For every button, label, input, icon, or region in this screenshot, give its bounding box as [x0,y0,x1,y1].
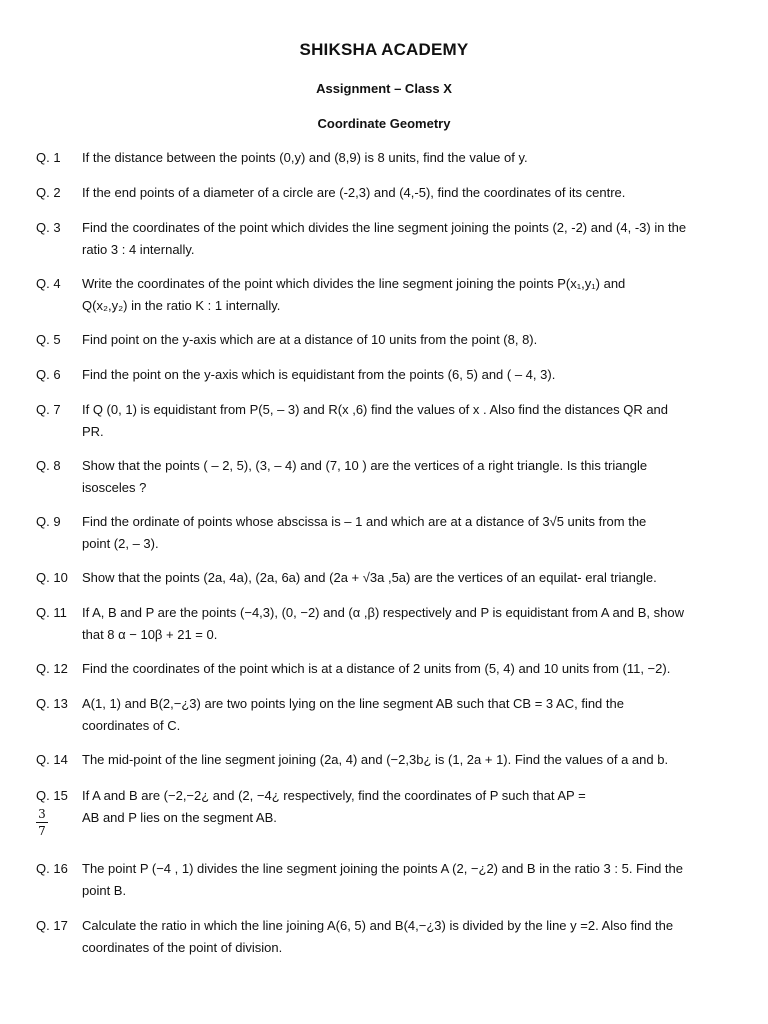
question-text: If the end points of a diameter of a circle are (-2,3) and (4,-5), find the coordinates of its centre. [82,185,626,200]
question-1 [36,147,736,169]
question-number: Q. 16 [36,861,68,876]
question-number: Q. 6 [36,367,61,382]
question-9 [36,511,736,555]
question-text: The mid-point of the line segment joining (2a, 4) and (−2,3b¿ is (1, 2a + 1). Find the values of a and b. [82,752,669,767]
page-title: SHIKSHA ACADEMY [299,40,469,59]
question-5 [36,329,736,351]
question-number: Q. 11 [36,605,67,620]
question-text: If the distance between the points (0,y) and (8,9) is 8 units, find the value of y. [82,150,528,165]
question-text: Find the ordinate of points whose abscissa is – 1 and which are at a distance of 3√5 units from the point (2, – 3). [82,514,647,551]
question-text: If Q (0, 1) is equidistant from P(5, – 3) and R(x ,6) find the values of x . Also find the distances QR and PR. [82,402,669,439]
question-text: If A and B are (−2,−2¿ and (2, −4¿ respectively, find the coordinates of P such that AP = AB and P lies on the segment AB. [82,788,586,825]
question-number: Q. 10 [36,570,68,585]
question-number: Q. 7 [36,402,61,417]
question-text: Find the point on the y-axis which is equidistant from the points (6, 5) and ( – 4, 3). [82,367,556,382]
question-17 [36,915,736,959]
question-12 [36,658,736,680]
question-11 [36,602,736,646]
fraction-numerator: 3 [38,807,46,821]
question-number: Q. 13 [36,696,68,711]
question-text: Calculate the ratio in which the line joining A(6, 5) and B(4,−¿3) is divided by the line y =2. Also find the coordinates of the point of division. [82,918,674,955]
question-number: Q. 4 [36,276,61,291]
fraction-denominator: 7 [38,824,46,838]
question-16 [36,858,736,902]
question-8 [36,455,736,499]
question-number: Q. 17 [36,918,68,933]
question-15 [36,785,736,838]
question-number: Q. 9 [36,514,61,529]
question-number: Q. 14 [36,752,68,767]
question-text: The point P (−4 , 1) divides the line segment joining the points A (2, −¿2) and B in the ratio 3 : 5. Find the point B. [82,861,684,898]
question-14 [36,749,736,771]
question-text: If A, B and P are the points (−4,3), (0, −2) and (α ,β) respectively and P is equidistant from A and B, show that 8 α − 10β + 21 = 0. [82,605,685,642]
question-text: Find the coordinates of the point which divides the line segment joining the points (2, -2) and (4, -3) in the ratio 3 : 4 internally. [82,220,687,257]
fraction-bar [36,822,48,823]
question-number: Q. 12 [36,661,68,676]
question-6 [36,364,736,386]
fraction-three-sevenths [36,807,48,838]
question-text: Show that the points ( – 2, 5), (3, – 4) and (7, 10 ) are the vertices of a right triangle. Is this triangle isosceles ? [82,458,648,495]
question-number: Q. 3 [36,220,61,235]
question-text: Show that the points (2a, 4a), (2a, 6a) and (2a + √3a ,5a) are the vertices of an equilat- eral triangle. [82,570,657,585]
question-13 [36,693,736,737]
question-number: Q. 1 [36,150,61,165]
question-text: Find the coordinates of the point which is at a distance of 2 units from (5, 4) and 10 units from (11, −2). [82,661,671,676]
question-number: Q. 5 [36,332,61,347]
assignment-subtitle: Assignment – Class X [316,81,452,96]
question-number: Q. 8 [36,458,61,473]
question-7 [36,399,736,443]
question-text: Find point on the y-axis which are at a distance of 10 units from the point (8, 8). [82,332,538,347]
topic-heading: Coordinate Geometry [317,116,451,131]
question-3 [36,217,736,261]
question-2 [36,182,736,204]
question-text: Write the coordinates of the point which divides the line segment joining the points P(x₁,y₁) and Q(x₂,y₂) in the ratio K : 1 internally. [82,276,626,313]
question-number: Q. 15 [36,788,68,803]
question-number: Q. 2 [36,185,61,200]
question-10 [36,567,736,589]
question-text: A(1, 1) and B(2,−¿3) are two points lying on the line segment AB such that CB = 3 AC, find the coordinates of C. [82,696,624,733]
question-4 [36,273,736,317]
